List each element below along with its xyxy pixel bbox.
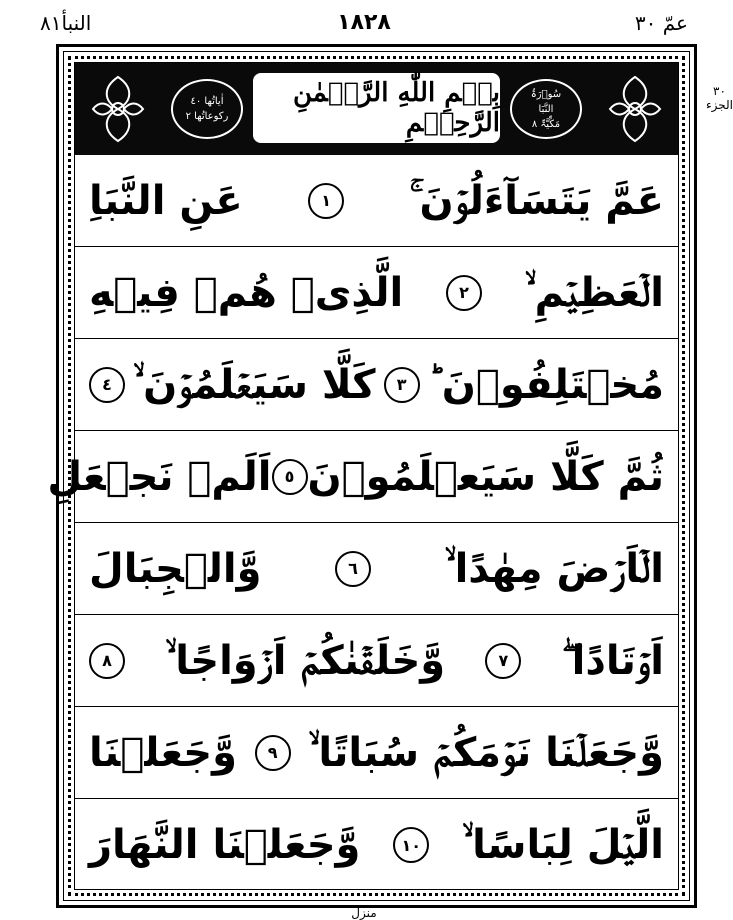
verse-text: الۡاَرۡضَ مِهٰدًا ۙ — [444, 545, 664, 592]
floral-ornament-icon — [600, 71, 670, 147]
page-number: ١٨٢٨ — [337, 10, 391, 35]
verse-text: عَمَّ يَتَسَآءَلُوۡنَ ۚ — [409, 177, 664, 224]
page-frame — [47, 44, 697, 908]
verse-text: الَّيۡلَ لِبَاسًا ۙ — [462, 822, 664, 868]
verse-line — [75, 155, 678, 247]
verse-text: وَّجَعَلۡنَا — [89, 729, 237, 776]
bismillah: بِسۡمِ اللّٰهِ الرَّحۡمٰنِ الرَّحِیۡمِ — [253, 73, 500, 143]
ayah-number-marker: ٦ — [335, 551, 371, 587]
verse-line — [75, 247, 678, 339]
ayah-number-marker: ١ — [308, 183, 344, 219]
verse-text: وَّجَعَلۡنَا نَوۡمَكُمۡ سُبَاتًا ۙ — [308, 729, 664, 776]
surah-name-header: النبأ۸۱ — [40, 11, 92, 35]
ayah-number-marker: ٥ — [272, 459, 308, 495]
verse-line — [75, 523, 678, 615]
ayah-ruku-count-badge — [171, 79, 243, 139]
verse-text: كَلَّا سَيَعۡلَمُوۡنَ ۙ — [133, 361, 376, 408]
ayah-count: اٰیاتُھا ٤٠ — [190, 96, 224, 107]
page-content — [47, 62, 679, 890]
verse-text: ثُمَّ كَلَّا سَيَعۡلَمُوۡنَ — [307, 453, 664, 500]
ayah-number-marker: ٣ — [384, 367, 420, 403]
ayah-number-marker: ٧ — [485, 643, 521, 679]
verse-line — [75, 339, 678, 431]
verse-line — [75, 615, 678, 707]
verse-line — [75, 707, 678, 799]
ruku-count: رکوعاتُھا ٢ — [185, 111, 229, 122]
verse-text: اَوۡتَادًا ۖ — [561, 637, 664, 684]
ayah-number-marker: ٨ — [89, 643, 125, 679]
ayah-number-marker: ١٠ — [393, 827, 429, 863]
surah-name: النَّبَا — [538, 103, 554, 115]
manzil-footer-mark: منزل — [351, 906, 377, 920]
revelation-place: مَکِّیَّۃٌ ٨ — [531, 118, 561, 130]
verse-lines — [47, 155, 678, 889]
surah-juz-header: عمّ ٣٠ — [634, 11, 688, 35]
verse-text: اَلَمۡ نَجۡعَلِ — [47, 453, 272, 500]
ayah-number-marker: ٢ — [446, 275, 482, 311]
verse-text: مُخۡتَلِفُوۡنَ ؕ — [427, 361, 664, 408]
surah-label: سُوۡرَۃُ — [530, 88, 562, 100]
ayah-number-marker: ٩ — [255, 735, 291, 771]
verse-line — [75, 799, 678, 891]
verse-text: الۡعَظِيۡمِ ۙ — [524, 269, 664, 316]
surah-title-badge — [510, 79, 582, 139]
juz-margin-mark: ٣٠ الجزء — [706, 84, 733, 112]
floral-ornament-icon — [83, 71, 153, 147]
verse-line — [47, 431, 678, 523]
verse-text: وَّالۡجِبَالَ — [89, 545, 262, 592]
verse-text: الَّذِىۡ هُمۡ فِيۡهِ — [89, 269, 404, 316]
verse-text: وَّجَعَلۡنَا النَّهَارَ — [89, 822, 361, 868]
verse-text: وَّخَلَقۡنٰكُمۡ اَزۡوَاجًا ۙ — [165, 637, 446, 684]
surah-banner — [75, 63, 678, 155]
verse-text: عَنِ النَّبَاِ — [89, 177, 243, 224]
ayah-number-marker: ٤ — [89, 367, 125, 403]
